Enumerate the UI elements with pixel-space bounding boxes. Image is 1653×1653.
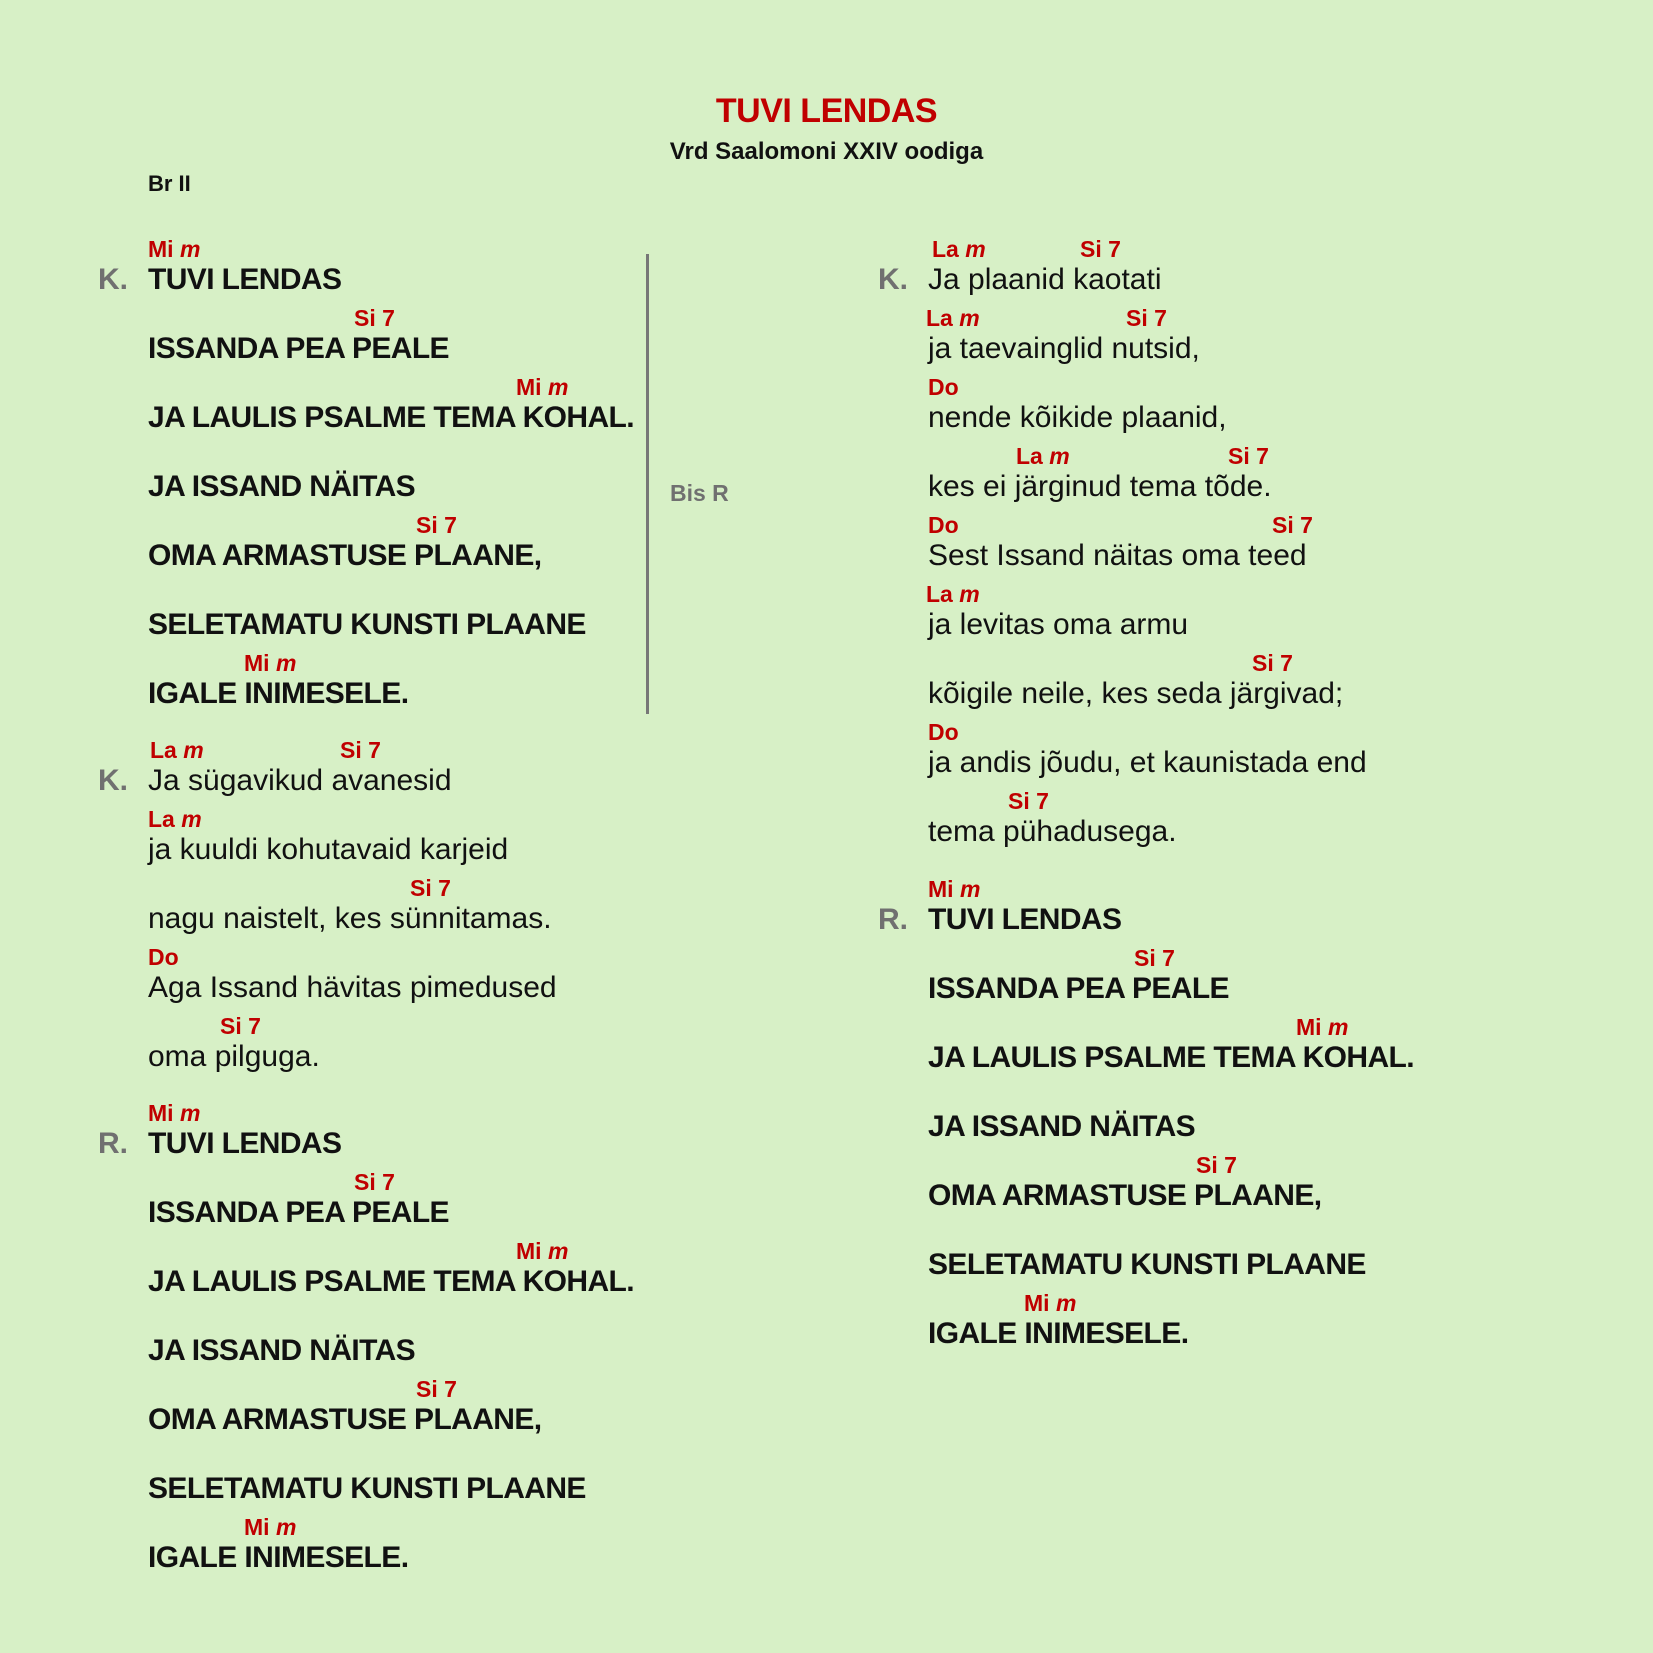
chord-label: Si 7 [1126, 305, 1167, 331]
chord-label: Do [148, 944, 179, 970]
chord-label: Si 7 [1272, 512, 1313, 538]
lyric-text: OMA ARMASTUSE PLAANE, [148, 1403, 542, 1436]
lyric-line-pair [878, 232, 1653, 301]
section-marker: K. [98, 764, 128, 797]
lyric-text: ISSANDA PEA PEALE [148, 332, 449, 365]
lyric-text: SELETAMATU KUNSTI PLAANE [148, 608, 586, 641]
lyric-line-pair [148, 1303, 908, 1372]
lyric-text: ISSANDA PEA PEALE [148, 1196, 449, 1229]
lyric-text: TUVI LENDAS [148, 1127, 342, 1160]
song-subtitle: Vrd Saalomoni XXIV oodiga [669, 138, 984, 165]
lyric-line-pair [928, 577, 1653, 646]
chord-label: Si 7 [354, 305, 395, 331]
lyric-line-pair [148, 646, 908, 715]
lyric-line-pair [148, 370, 908, 439]
section-marker: R. [878, 903, 908, 936]
lyric-text: JA LAULIS PSALME TEMA KOHAL. [148, 401, 634, 434]
lyric-text: ja kuuldi kohutavaid karjeid [148, 833, 509, 866]
lyric-line-pair [148, 1165, 908, 1234]
lyric-text: OMA ARMASTUSE PLAANE, [928, 1179, 1322, 1212]
lyric-line-pair [928, 1148, 1653, 1217]
lyric-line-pair [928, 1010, 1653, 1079]
section-marker: R. [98, 1127, 128, 1160]
lyric-text: ja andis jõudu, et kaunistada end [928, 746, 1367, 779]
lyric-text: IGALE INIMESELE. [928, 1317, 1189, 1350]
lyric-line-pair [148, 1510, 908, 1579]
lyric-line-pair [148, 1234, 908, 1303]
chord-label: Si 7 [416, 1376, 457, 1402]
lyric-text: Sest Issand näitas oma teed [928, 539, 1307, 572]
chord-label: Mi m [928, 876, 981, 902]
chord-label: Si 7 [1134, 945, 1175, 971]
lyric-line-pair [148, 940, 908, 1009]
chord-label: Mi m [244, 1514, 297, 1540]
lyric-text: IGALE INIMESELE. [148, 677, 409, 710]
chord-label: Mi m [1024, 1290, 1077, 1316]
chord-label: Mi m [148, 236, 201, 262]
bis-r-label: Bis R [670, 480, 729, 506]
lyric-line-pair [148, 802, 908, 871]
lyric-text: ja levitas oma armu [928, 608, 1189, 641]
lyric-text: SELETAMATU KUNSTI PLAANE [148, 1472, 586, 1505]
chord-label: Mi m [1296, 1014, 1349, 1040]
chord-label: La m [926, 305, 980, 331]
chord-label: Do [928, 719, 959, 745]
lyric-line-pair [148, 1441, 908, 1510]
lyric-text: JA ISSAND NÄITAS [148, 1334, 416, 1367]
song-title: TUVI LENDAS [715, 92, 938, 130]
chord-label: Si 7 [416, 512, 457, 538]
lyric-text: oma pilguga. [148, 1040, 320, 1073]
song-tag: Br II [148, 171, 191, 196]
lyric-text: Ja sügavikud avanesid [148, 764, 452, 797]
lyric-line-pair [928, 1079, 1653, 1148]
lyric-line-pair [98, 232, 908, 301]
lyric-line-pair [928, 508, 1653, 577]
section-marker: K. [878, 263, 908, 296]
lyric-text: Ja plaanid kaotati [928, 263, 1162, 296]
lyric-line-pair [148, 439, 908, 508]
lyric-text: JA ISSAND NÄITAS [148, 470, 416, 503]
lyric-line-pair [928, 646, 1653, 715]
chord-label: Si 7 [340, 737, 381, 763]
lyric-text: kes ei järginud tema tõde. [928, 470, 1272, 503]
lyric-line-pair [148, 301, 908, 370]
lyric-text: TUVI LENDAS [928, 903, 1122, 936]
verse-block [878, 232, 1653, 853]
chord-label: Mi m [148, 1100, 201, 1126]
chord-label: Mi m [516, 374, 569, 400]
chord-label: Si 7 [1008, 788, 1049, 814]
lyric-text: SELETAMATU KUNSTI PLAANE [928, 1248, 1366, 1281]
refrain-block [98, 1096, 908, 1579]
lyric-text: ja taevainglid nutsid, [928, 332, 1200, 365]
lyric-line-pair [928, 370, 1653, 439]
chord-label: Si 7 [410, 875, 451, 901]
chord-label: La m [1016, 443, 1070, 469]
lyric-line-pair [928, 715, 1653, 784]
lyric-text: tema pühadusega. [928, 815, 1177, 848]
lyric-text: Aga Issand hävitas pimedused [148, 971, 557, 1004]
lyric-line-pair [148, 1009, 908, 1078]
chord-label: La m [150, 737, 204, 763]
lyric-text: ISSANDA PEA PEALE [928, 972, 1229, 1005]
lyric-line-pair [148, 871, 908, 940]
chord-label: La m [148, 806, 202, 832]
lyric-line-pair [928, 1286, 1653, 1355]
lyric-text: OMA ARMASTUSE PLAANE, [148, 539, 542, 572]
chord-label: Mi m [244, 650, 297, 676]
lyric-line-pair [98, 733, 908, 802]
chord-label: Si 7 [1252, 650, 1293, 676]
lyric-line-pair [928, 784, 1653, 853]
lyric-line-pair [148, 1372, 908, 1441]
lyric-text: JA LAULIS PSALME TEMA KOHAL. [148, 1265, 634, 1298]
chord-label: Si 7 [1080, 236, 1121, 262]
lyric-line-pair [878, 872, 1653, 941]
lyric-line-pair [148, 577, 908, 646]
lyric-line-pair [98, 1096, 908, 1165]
refrain-block [878, 872, 1653, 1355]
chord-label: Si 7 [354, 1169, 395, 1195]
verse-block [98, 232, 908, 715]
verse-block [98, 733, 908, 1078]
lyric-text: nende kõikide plaanid, [928, 401, 1227, 434]
lyric-line-pair [928, 1217, 1653, 1286]
lyric-text: kõigile neile, kes seda järgivad; [928, 677, 1344, 710]
lyric-line-pair [928, 941, 1653, 1010]
lyric-text: IGALE INIMESELE. [148, 1541, 409, 1574]
lyric-text: nagu naistelt, kes sünnitamas. [148, 902, 552, 935]
lyric-text: JA ISSAND NÄITAS [928, 1110, 1196, 1143]
lyric-text: JA LAULIS PSALME TEMA KOHAL. [928, 1041, 1414, 1074]
lyric-line-pair [928, 301, 1653, 370]
chord-label: La m [926, 581, 980, 607]
section-marker: K. [98, 263, 128, 296]
chord-label: Do [928, 374, 959, 400]
chord-label: Do [928, 512, 959, 538]
chord-label: Si 7 [1228, 443, 1269, 469]
chord-label: Mi m [516, 1238, 569, 1264]
chord-label: Si 7 [220, 1013, 261, 1039]
lyric-text: TUVI LENDAS [148, 263, 342, 296]
lyric-line-pair [928, 439, 1653, 508]
chord-label: Si 7 [1196, 1152, 1237, 1178]
lyric-line-pair [148, 508, 908, 577]
chord-label: La m [932, 236, 986, 262]
